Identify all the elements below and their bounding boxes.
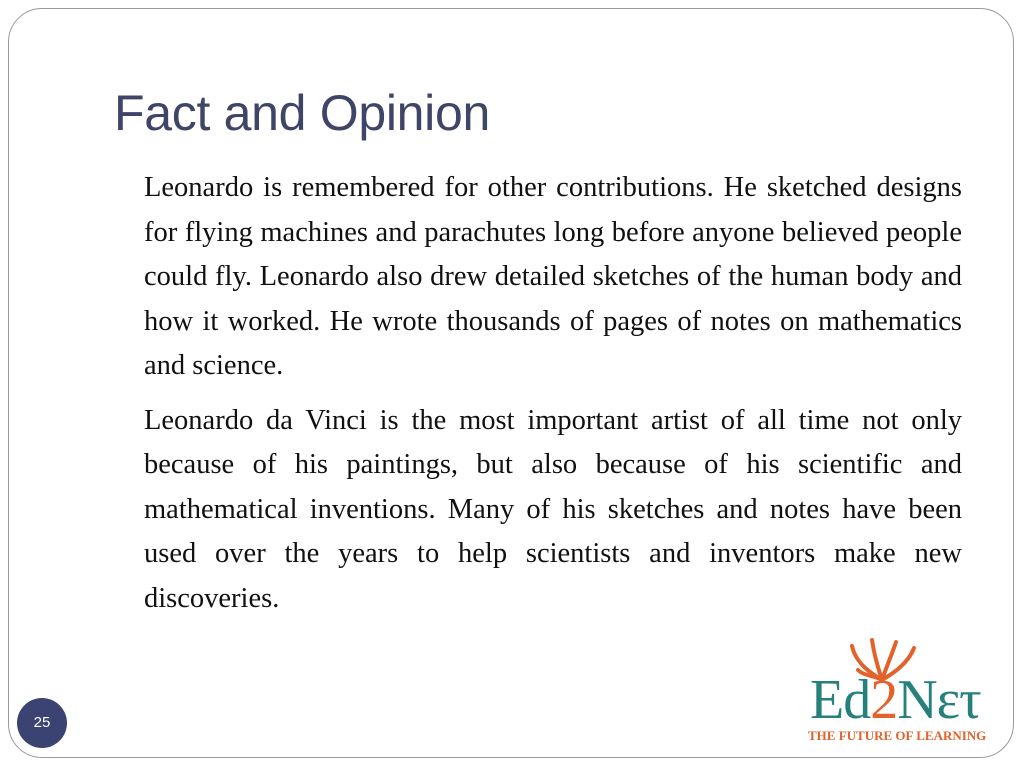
- ed2net-logo: [806, 634, 1010, 746]
- paragraph-1: Leonardo is remembered for other contributions. He sketched designs for flying machines and parachutes long before anyone believed people could fly. Leonardo also drew detailed sketches of the human body and how it worked. He wrote thousands of pages of notes on mathematics and science.: [144, 172, 962, 381]
- slide-title: Fact and Opinion: [114, 85, 490, 141]
- page-number-badge: 25: [17, 698, 67, 748]
- logo-wordmark: [810, 669, 981, 731]
- logo-ed: Ed: [810, 669, 871, 731]
- logo-net: Nετ: [897, 669, 981, 731]
- logo-2: 2: [870, 669, 898, 731]
- logo-tagline: THE FUTURE OF LEARNING: [808, 728, 987, 743]
- paragraph-2: Leonardo da Vinci is the most important artist of all time not only because of his paintings, but also because of his scientific and mathematical inventions. Many of his sketches and notes have been used over the years to help scientists and inventors make new discoveries.: [144, 404, 962, 614]
- slide-body: [144, 166, 962, 631]
